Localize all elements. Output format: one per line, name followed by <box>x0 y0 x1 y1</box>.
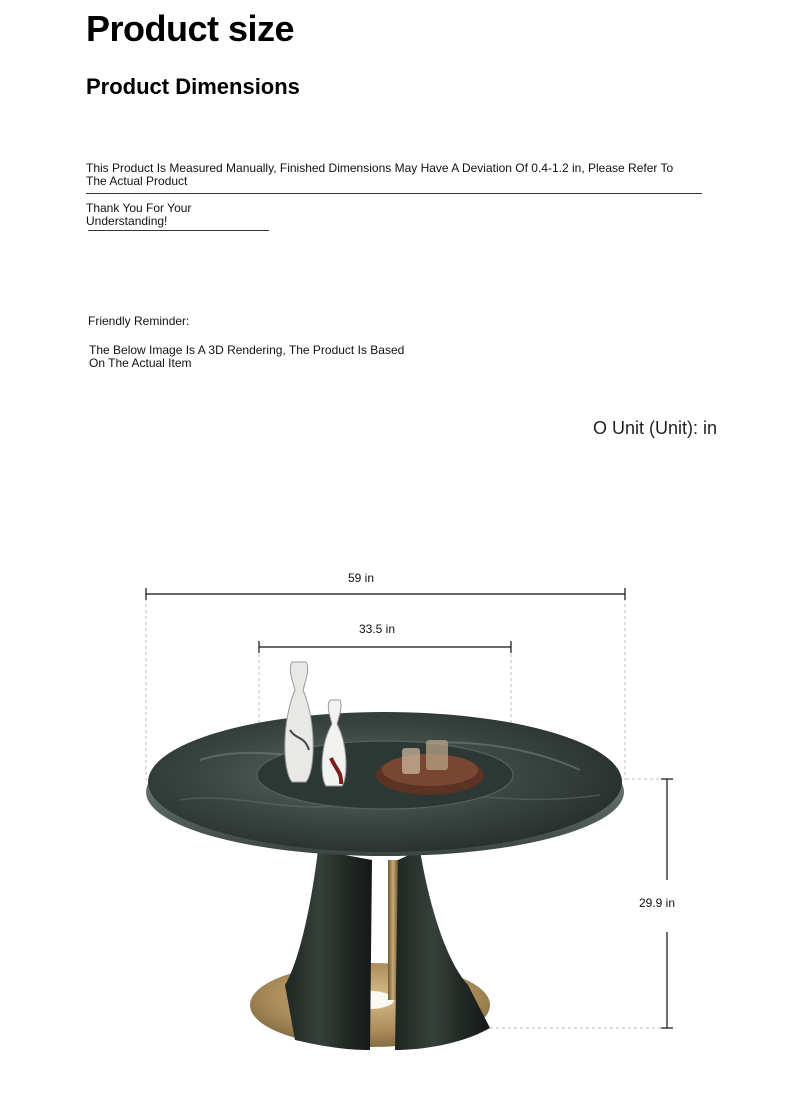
thanks-note: Thank You For Your Understanding! <box>86 201 192 228</box>
unit-label: O Unit (Unit): in <box>592 418 717 438</box>
table-base <box>250 850 490 1050</box>
divider <box>86 193 702 194</box>
page-title: Product size <box>86 8 295 49</box>
divider <box>88 230 269 231</box>
measurement-note: This Product Is Measured Manually, Finished Dimensions May Have A Deviation Of 0.4-1.2 in, Please Refer To The Actual Product <box>86 161 674 188</box>
section-title: Product Dimensions <box>86 74 300 99</box>
rendering-note: The Below Image Is A 3D Rendering, The Product Is Based On The Actual Item <box>89 343 405 370</box>
height-label: 29.9 in <box>638 896 676 910</box>
reminder-label: Friendly Reminder: <box>88 314 190 328</box>
turntable-width-label: 33.5 in <box>358 622 396 636</box>
product-figure <box>0 540 790 1080</box>
overall-width-label: 59 in <box>347 571 375 585</box>
